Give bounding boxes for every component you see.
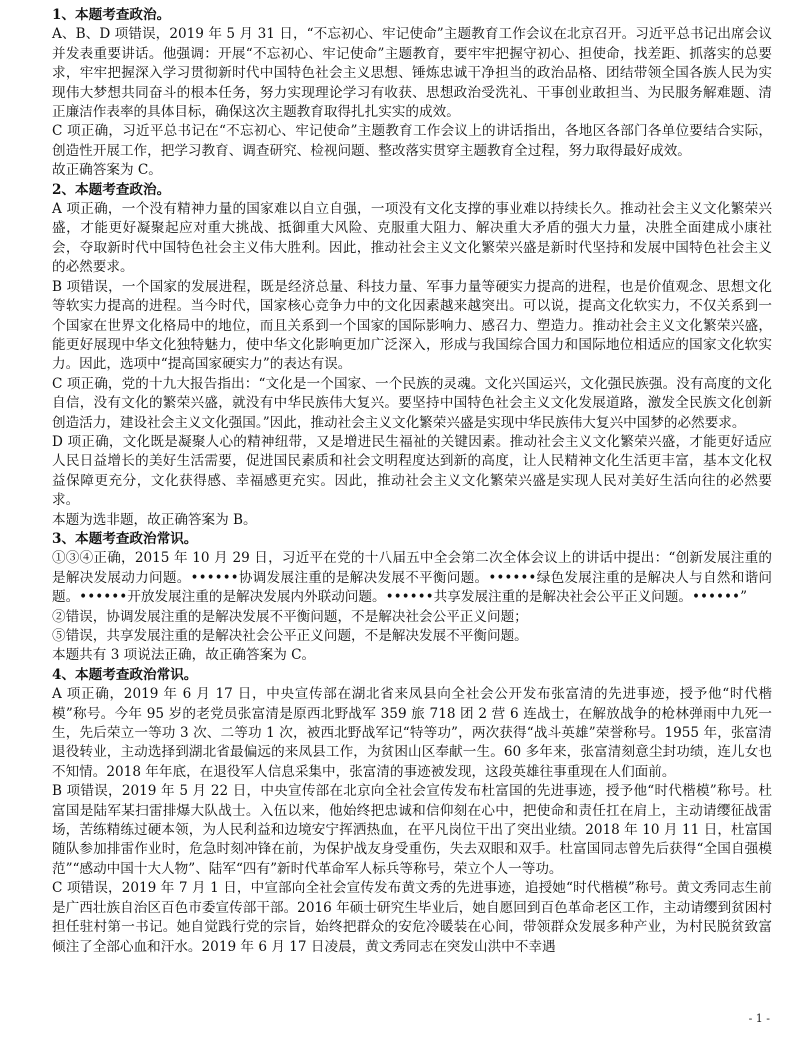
- question-heading: 2、本题考查政治。: [52, 181, 171, 198]
- answer-paragraph: A、B、D 项错误，2019 年 5 月 31 日，“不忘初心、牢记使命”主题教育工作会议在北京召开。习近平总书记出席会议并发表重要讲话。他强调：开展“不忘初心、牢记使命”主题教育，要牢牢把握守初心、担使命，找差距、抓落实的总要求，牢牢把握深入学习贯彻新时代中国特色社会主义思想、锤炼忠诚干净担当的政治品格、团结带领全国各族人民为实现伟大梦想共同奋斗的根本任务，努力实现理论学习有收获、思想政治受洗礼、干事创业敢担当、为民服务解难题、清正廉洁作表率的具体目标，确保这次主题教育取得扎扎实实的成效。: [52, 26, 772, 121]
- answer-paragraph: 本题共有 3 项说法正确，故正确答案为 C。: [52, 647, 316, 664]
- answer-paragraph: C 项正确，党的十九大报告指出：“文化是一个国家、一个民族的灵魂。文化兴国运兴，文化强民族强。没有高度的文化自信，没有文化的繁荣兴盛，就没有中华民族伟大复兴。要坚持中国特色社会主义文化发展道路，激发全民族文化创新创造活力，建设社会主义文化强国。”因此，推动社会主义文化繁荣兴盛是实现中华民族伟大复兴中国梦的必然要求。: [52, 375, 772, 431]
- answer-paragraph: 故正确答案为 C。: [52, 162, 162, 179]
- answer-paragraph: ②错误，协调发展注重的是解决发展不平衡问题，不是解决社会公平正义问题；: [52, 608, 528, 625]
- question-heading: 4、本题考查政治常识。: [52, 666, 198, 683]
- answer-paragraph: C 项错误，2019 年 7 月 1 日，中宣部向全社会宣传发布黄文秀的先进事迹，追授她“时代楷模”称号。黄文秀同志生前是广西壮族自治区百色市委宣传部干部。2016 年硕士研究生毕业后，她自愿回到百色革命老区工作，主动请缨到贫困村担任驻村第一书记。她自觉践行党的宗旨，始终把群众的安危冷暖装在心间，带领群众发展多种产业，为村民脱贫致富倾注了全部心血和汗水。2019 年 6 月 17 日凌晨，黄文秀同志在突发山洪中不幸遇: [52, 880, 772, 955]
- answer-paragraph: ⑤错误，共享发展注重的是解决社会公平正义问题，不是解决发展不平衡问题。: [52, 628, 528, 644]
- answer-paragraph: C 项正确，习近平总书记在“不忘初心、牢记使命”主题教育工作会议上的讲话指出，各地区各部门各单位要结合实际，创造性开展工作，把学习教育、调查研究、检视问题、整改落实贯穿主题教育全过程，努力取得最好成效。: [52, 123, 772, 159]
- answer-paragraph: 本题为选非题，故正确答案为 B。: [52, 511, 257, 528]
- page-number: - 1 -: [748, 1012, 770, 1025]
- answer-paragraph: A 项正确，2019 年 6 月 17 日，中央宣传部在湖北省来凤县向全社会公开发布张富清的先进事迹，授予他“时代楷模”称号。今年 95 岁的老党员张富清是原西北野战军 359 旅 718 团 2 营 6 连战士，在解放战争的枪林弹雨中九死一生，先后荣立一等功 3 次、二等功 1 次，被西北野战军记“特等功”，两次获得“战斗英雄”荣誉称号。1955 年，张富清退役转业，主动选择到湖北省最偏远的来凤县工作，为贫困山区奉献一生。60 多年来，张富清刻意尘封功绩，连儿女也不知情。2018 年年底，在退役军人信息采集中，张富清的事迹被发现，这段英雄往事重现在人们面前。: [52, 686, 772, 780]
- question-heading: 1、本题考查政治。: [52, 7, 171, 23]
- answer-paragraph: ①③④正确，2015 年 10 月 29 日，习近平在党的十八届五中全会第二次全体会议上的讲话中提出：“创新发展注重的是解决发展动力问题。••••••协调发展注重的是解决发展不平衡问题。••••••绿色发展注重的是解决人与自然和谐问题。••••••开放发展注重的是解决发展内外联动问题。••••••共享发展注重的是解决社会公平正义问题。••••••”: [52, 550, 772, 606]
- answer-paragraph: A 项正确，一个没有精神力量的国家难以自立自强，一项没有文化支撑的事业难以持续长久。推动社会主义文化繁荣兴盛，才能更好凝聚起应对重大挑战、抵御重大风险、克服重大阻力、解决重大矛盾的强大力量，决胜全面建成小康社会，夺取新时代中国特色社会主义伟大胜利。因此，推动社会主义文化繁荣兴盛是新时代坚持和发展中国特色社会主义的必然要求。: [52, 201, 772, 276]
- document-body: [52, 6, 772, 957]
- answer-paragraph: D 项正确，文化既是凝聚人心的精神纽带，又是增进民生福祉的关键因素。推动社会主义文化繁荣兴盛，才能更好适应人民日益增长的美好生活需要，促进国民素质和社会文明程度达到新的高度，让人民精神文化生活更丰富，基本文化权益保障更充分，文化获得感、幸福感更充实。因此，推动社会主义文化繁荣兴盛是实现人民对美好生活向往的必然要求。: [52, 433, 772, 509]
- answer-paragraph: B 项错误，2019 年 5 月 22 日，中央宣传部在北京向全社会宣传发布杜富国的先进事迹，授予他“时代楷模”称号。杜富国是陆军某扫雷排爆大队战士。入伍以来，他始终把忠诚和信仰刻在心中，把使命和责任扛在肩上，主动请缨征战雷场，苦练精练过硬本领，为人民利益和边境安宁挥洒热血，在平凡岗位干出了突出业绩。2018 年 10 月 11 日，杜富国随队参加排雷作业时，危急时刻冲锋在前，为保护战友身受重伤，失去双眼和双手。杜富国同志曾先后获得“全国自强模范”“感动中国十大人物”、陆军“四有”新时代革命军人标兵等称号，荣立个人一等功。: [52, 783, 772, 877]
- question-heading: 3、本题考查政治常识。: [52, 530, 198, 547]
- answer-paragraph: B 项错误，一个国家的发展进程，既是经济总量、科技力量、军事力量等硬实力提高的进程，也是价值观念、思想文化等软实力提高的进程。当今时代，国家核心竞争力中的文化因素越来越突出。可以说，提高文化软实力，不仅关系到一个国家在世界文化格局中的地位，而且关系到一个国家的国际影响力、感召力、塑造力。推动社会主义文化繁荣兴盛，能更好展现中华文化独特魅力，使中华文化影响更加广泛深入，形成与我国综合国力和国际地位相适应的国家文化软实力。因此，选项中“提高国家硬实力”的表达有误。: [52, 278, 772, 373]
